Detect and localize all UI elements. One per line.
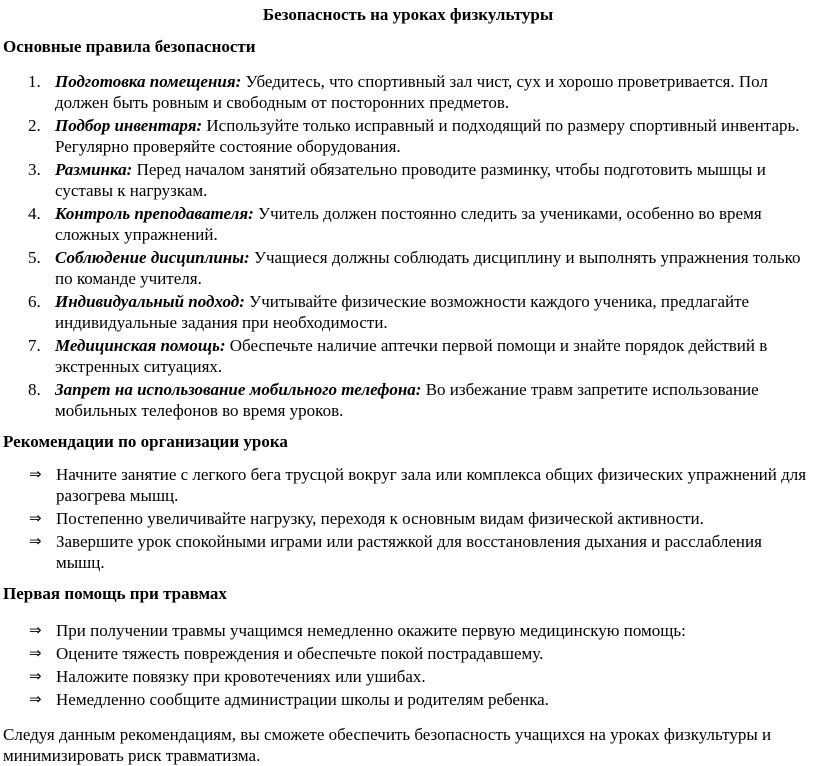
lesson-item-text: Начните занятие с легкого бега трусцой вокруг зала или комплекса общих физических упражнений для разогрева мышц. <box>56 465 807 505</box>
document-title: Безопасность на уроках физкультуры <box>262 5 554 24</box>
rule-term: Подготовка помещения: <box>55 72 242 91</box>
rule-term: Разминка: <box>55 160 133 179</box>
arrow-bullet-icon: ⇒ <box>29 690 42 708</box>
rules-heading: Основные правила безопасности <box>3 37 256 56</box>
lesson-item <box>3 508 813 529</box>
rule-text: Обеспечьте наличие аптечки первой помощи и знайте порядок действий в экстренных ситуациях. <box>55 336 768 376</box>
rule-text: Учащиеся должны соблюдать дисциплину и выполнять упражнения только по команде учителя. <box>55 248 801 288</box>
rule-text: Учитывайте физические возможности каждого ученика, предлагайте индивидуальные задания при необходимости. <box>55 292 750 332</box>
rule-term: Соблюдение дисциплины: <box>55 248 250 267</box>
first-aid-item <box>3 666 813 687</box>
rule-item <box>3 71 813 113</box>
rule-number: 1. <box>28 72 41 91</box>
first-aid-item-text: Наложите повязку при кровотечениях или ушибах. <box>56 667 426 686</box>
arrow-bullet-icon: ⇒ <box>29 621 42 639</box>
rule-text: Перед началом занятий обязательно проводите разминку, чтобы подготовить мышцы и суставы к нагрузкам. <box>55 160 766 200</box>
rule-number: 4. <box>28 204 41 223</box>
arrow-bullet-icon: ⇒ <box>29 532 42 550</box>
lesson-list <box>3 464 813 573</box>
arrow-bullet-icon: ⇒ <box>29 667 42 685</box>
first-aid-heading: Первая помощь при травмах <box>3 584 227 603</box>
rule-number: 7. <box>28 336 41 355</box>
rule-item <box>3 379 813 421</box>
rule-item <box>3 115 813 157</box>
rule-number: 2. <box>28 116 41 135</box>
rule-number: 5. <box>28 248 41 267</box>
first-aid-item-text: Оцените тяжесть повреждения и обеспечьте покой пострадавшему. <box>56 644 544 663</box>
rule-text: Учитель должен постоянно следить за учениками, особенно во время сложных упражнений. <box>55 204 762 244</box>
first-aid-item-text: При получении травмы учащимся немедленно окажите первую медицинскую помощь: <box>56 621 686 640</box>
lesson-item-text: Завершите урок спокойными играми или растяжкой для восстановления дыхания и расслабления мышц. <box>56 532 762 572</box>
rule-term: Запрет на использование мобильного телефона: <box>55 380 422 399</box>
first-aid-item-text: Немедленно сообщите администрации школы и родителям ребенка. <box>56 690 549 709</box>
rule-text: Используйте только исправный и подходящий по размеру спортивный инвентарь. Регулярно проверяйте состояние оборудования. <box>55 116 800 156</box>
rule-number: 3. <box>28 160 41 179</box>
lesson-heading: Рекомендации по организации урока <box>3 432 288 451</box>
first-aid-item <box>3 620 813 641</box>
rule-number: 6. <box>28 292 41 311</box>
lesson-item <box>3 464 813 506</box>
rule-term: Контроль преподавателя: <box>55 204 254 223</box>
conclusion-paragraph: Следуя данным рекомендациям, вы сможете обеспечить безопасность учащихся на уроках физкультуры и минимизировать риск травматизма. <box>3 725 772 765</box>
arrow-bullet-icon: ⇒ <box>29 465 42 483</box>
first-aid-list <box>3 620 813 710</box>
rule-item <box>3 291 813 333</box>
lesson-item-text: Постепенно увеличивайте нагрузку, переходя к основным видам физической активности. <box>56 509 704 528</box>
rules-list <box>3 71 813 421</box>
arrow-bullet-icon: ⇒ <box>29 509 42 527</box>
first-aid-item <box>3 643 813 664</box>
rule-text: Убедитесь, что спортивный зал чист, сух и хорошо проветривается. Пол должен быть ровным и свободным от посторонних предметов. <box>55 72 768 112</box>
rule-number: 8. <box>28 380 41 399</box>
rule-item <box>3 247 813 289</box>
rule-term: Индивидуальный подход: <box>55 292 245 311</box>
lesson-item <box>3 531 813 573</box>
rule-item <box>3 159 813 201</box>
rule-item <box>3 203 813 245</box>
arrow-bullet-icon: ⇒ <box>29 644 42 662</box>
first-aid-item <box>3 689 813 710</box>
rule-item <box>3 335 813 377</box>
rule-term: Подбор инвентаря: <box>55 116 203 135</box>
rule-text: Во избежание травм запретите использование мобильных телефонов во время уроков. <box>55 380 759 420</box>
rule-term: Медицинская помощь: <box>55 336 226 355</box>
